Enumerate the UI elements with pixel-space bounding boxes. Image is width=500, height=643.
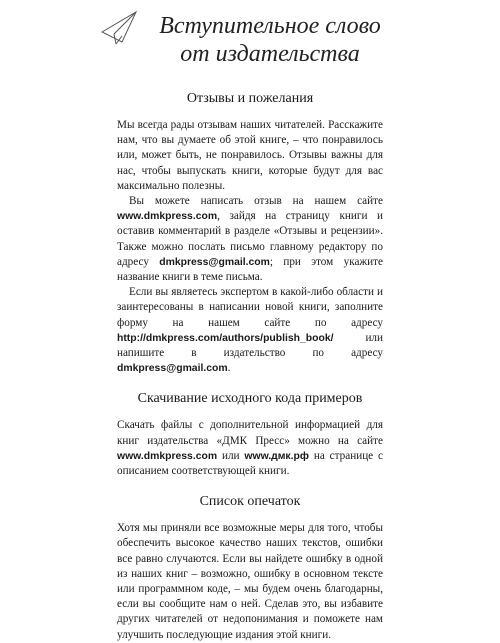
section-heading: Отзывы и пожелания	[186, 91, 314, 106]
text-run: или напишите в издательство по адресу	[117, 331, 383, 360]
paper-plane-icon	[100, 10, 138, 46]
section-errata	[117, 493, 383, 643]
chapter-title-line-2: от издательства	[180, 41, 360, 67]
email-link[interactable]: dmkpress@gmail.com	[117, 363, 228, 375]
website-link-rf[interactable]: www.дмк.рф	[244, 450, 309, 462]
text-run: на странице с описанием соответствующей книги.	[117, 449, 383, 478]
paragraph	[117, 521, 383, 643]
chapter-title-line-1: Вступительное слово	[159, 13, 381, 39]
text-run: Хотя мы приняли все возможные меры для того, чтобы обеспечить высокое качество наших текстов, ошибки все равно случаются. Если вы найдете ошибку в одной из наших книг – возможно, ошибку в основном тексте или программном коде, – мы будем очень благодарны, если вы сообщите нам о ней. Сделав это, вы избавите других читателей от недопонимания и поможете нам улучшить последующие издания этой книги.	[117, 522, 383, 641]
paragraph	[117, 285, 383, 376]
section-heading: Скачивание исходного кода примеров	[137, 391, 363, 407]
paragraph	[117, 418, 383, 479]
paragraph	[117, 194, 383, 285]
chapter-title	[140, 12, 400, 68]
text-run: Скачать файлы с дополнительной информацией для книг издательства «ДМК Пресс» можно на сайте	[117, 419, 383, 447]
paragraph	[117, 118, 383, 194]
section-heading: Список опечаток	[199, 494, 301, 510]
text-run: Вы можете написать отзыв на нашем сайте	[129, 195, 383, 208]
text-run: , зайдя на страницу книги и оставив комментарий в разделе «Отзывы и рецензии». Также можно послать письмо главному редактору по адресу	[117, 210, 383, 268]
website-link[interactable]: www.dmkpress.com	[117, 211, 218, 223]
page-content	[117, 90, 383, 643]
text-run: или	[217, 449, 245, 462]
text-run: Мы всегда рады отзывам наших читателей. Расскажите нам, что вы думаете об этой книге, – что понравилось или, может быть, не понравилось. Отзывы важны для нас, чтобы выпускать книги, которые будут для вас максимально полезны.	[117, 119, 383, 192]
website-link[interactable]: www.dmkpress.com	[117, 450, 218, 462]
text-run: .	[227, 362, 231, 375]
text-run: ; при этом укажите название книги в теме письма.	[117, 255, 383, 284]
publish-book-link[interactable]: http://dmkpress.com/authors/publish_book/	[117, 332, 334, 344]
text-run: Если вы являетесь экспертом в какой-либо области и заинтересованы в написании новой книги, заполните форму на нашем сайте по адресу	[117, 286, 383, 329]
section-feedback	[117, 90, 383, 376]
section-source-code	[117, 390, 383, 479]
email-link[interactable]: dmkpress@gmail.com	[159, 256, 270, 268]
